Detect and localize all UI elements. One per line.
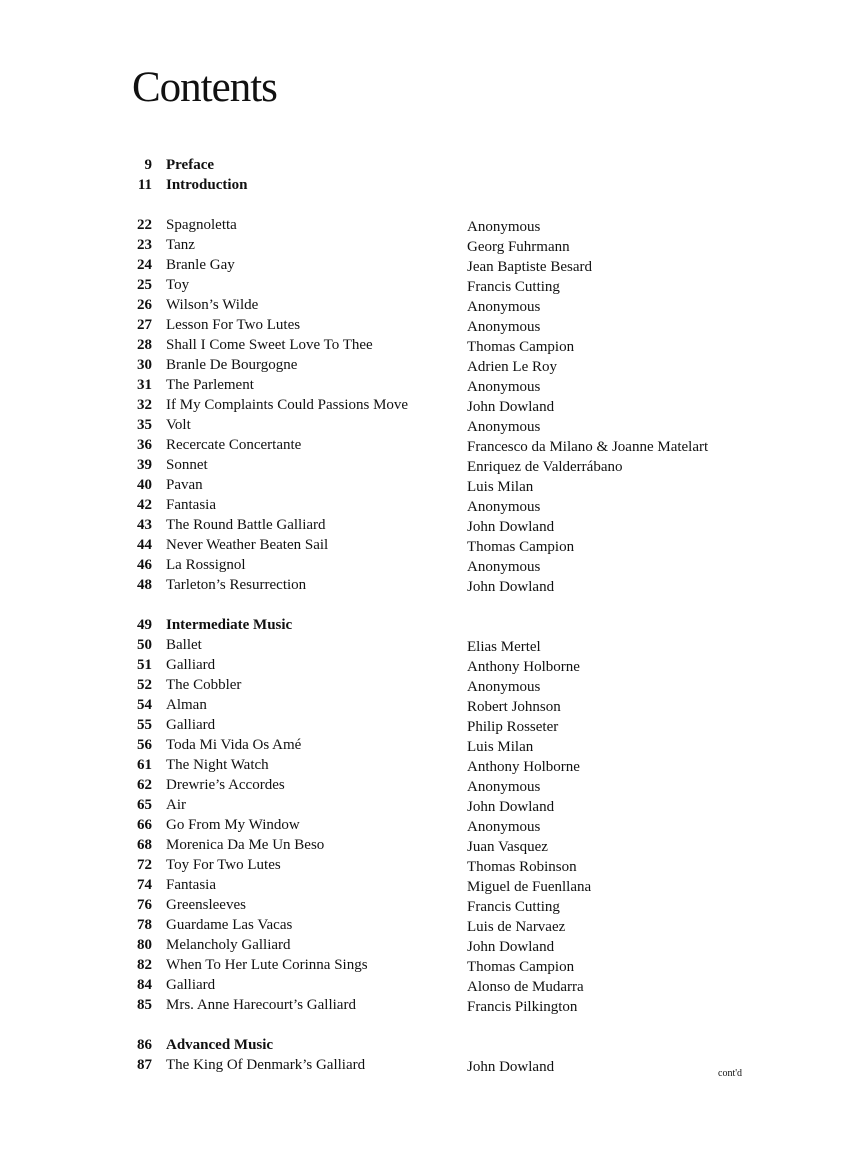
toc-entry (0, 355, 864, 375)
piece-title: The Round Battle Galliard (166, 517, 326, 533)
piece-title: Introduction (166, 177, 248, 193)
page-title: Contents (132, 64, 277, 111)
toc-entry (0, 975, 864, 995)
page-number: 66 (137, 817, 152, 833)
piece-title: Shall I Come Sweet Love To Thee (166, 337, 373, 353)
page-number: 42 (137, 497, 152, 513)
piece-title: Fantasia (166, 877, 216, 893)
toc-entry (0, 515, 864, 535)
composer-name: Anthony Holborne (467, 659, 580, 675)
composer-name: Anonymous (467, 379, 541, 395)
piece-title: Toda Mi Vida Os Amé (166, 737, 302, 753)
page-number: 48 (137, 577, 152, 593)
toc-entry (0, 875, 864, 895)
piece-title: Galliard (166, 977, 216, 993)
toc-entry (0, 775, 864, 795)
composer-name: John Dowland (467, 799, 555, 815)
piece-title: Branle De Bourgogne (166, 357, 298, 373)
composer-name: Anonymous (467, 679, 541, 695)
page-number: 84 (137, 977, 152, 993)
toc-entry (0, 995, 864, 1015)
page-number: 86 (137, 1037, 152, 1053)
piece-title: Intermediate Music (166, 617, 293, 633)
toc-entry (0, 835, 864, 855)
page-number: 85 (137, 997, 152, 1013)
toc-section (0, 215, 864, 595)
piece-title: The King Of Denmark’s Galliard (166, 1057, 366, 1073)
page-number: 31 (137, 377, 152, 393)
toc-entry (0, 795, 864, 815)
piece-title: Go From My Window (166, 817, 300, 833)
composer-name: John Dowland (467, 579, 555, 595)
toc-entry (0, 275, 864, 295)
composer-name: Miguel de Fuenllana (467, 879, 592, 895)
toc-entry (0, 935, 864, 955)
page-number: 87 (137, 1057, 152, 1073)
piece-title: Tanz (166, 237, 195, 253)
piece-title: Preface (166, 157, 215, 173)
page-number: 35 (137, 417, 152, 433)
composer-name: Anonymous (467, 819, 541, 835)
page-number: 54 (137, 697, 152, 713)
piece-title: Alman (166, 697, 207, 713)
piece-title: Drewrie’s Accordes (166, 777, 285, 793)
toc-entry (0, 635, 864, 655)
page-number: 82 (137, 957, 152, 973)
page-number: 39 (137, 457, 152, 473)
page-number: 76 (137, 897, 152, 913)
piece-title: Recercate Concertante (166, 437, 302, 453)
page-number: 51 (137, 657, 152, 673)
composer-name: John Dowland (467, 519, 555, 535)
toc-entry (0, 315, 864, 335)
piece-title: Pavan (166, 477, 203, 493)
piece-title: Lesson For Two Lutes (166, 317, 301, 333)
toc-entry (0, 255, 864, 275)
toc-entry (0, 735, 864, 755)
toc-entry (0, 215, 864, 235)
toc-entry (0, 335, 864, 355)
toc-entry (0, 855, 864, 875)
composer-name: Adrien Le Roy (467, 359, 557, 375)
toc-entry (0, 375, 864, 395)
piece-title: The Cobbler (166, 677, 242, 693)
toc-entry (0, 535, 864, 555)
piece-title: Volt (166, 417, 191, 433)
composer-name: Anonymous (467, 299, 541, 315)
page-number: 26 (137, 297, 152, 313)
piece-title: Toy For Two Lutes (166, 857, 281, 873)
page-number: 74 (137, 877, 152, 893)
page-number: 25 (137, 277, 152, 293)
piece-title: Sonnet (166, 457, 208, 473)
composer-name: Anonymous (467, 559, 541, 575)
page-number: 30 (137, 357, 152, 373)
piece-title: Morenica Da Me Un Beso (166, 837, 325, 853)
toc-entry (0, 755, 864, 775)
page-number: 65 (137, 797, 152, 813)
page-number: 72 (137, 857, 152, 873)
page-number: 27 (137, 317, 152, 333)
piece-title: Galliard (166, 717, 216, 733)
page-number: 55 (137, 717, 152, 733)
composer-name: Juan Vasquez (467, 839, 548, 855)
composer-name: Elias Mertel (467, 639, 541, 655)
composer-name: Francis Pilkington (467, 999, 578, 1015)
toc-entry (0, 295, 864, 315)
page-number: 23 (137, 237, 152, 253)
piece-title: Guardame Las Vacas (166, 917, 293, 933)
toc-entry (0, 715, 864, 735)
piece-title: Branle Gay (166, 257, 235, 273)
toc-section (0, 615, 864, 1015)
composer-name: Thomas Campion (467, 959, 575, 975)
piece-title: Advanced Music (166, 1037, 274, 1053)
piece-title: Toy (166, 277, 190, 293)
composer-name: Anonymous (467, 219, 541, 235)
toc-entry (0, 555, 864, 575)
piece-title: La Rossignol (166, 557, 246, 573)
composer-name: Enriquez de Valderrábano (467, 459, 623, 475)
section-gap (0, 595, 864, 615)
toc-entry (0, 575, 864, 595)
piece-title: Spagnoletta (166, 217, 237, 233)
piece-title: Air (166, 797, 186, 813)
toc-entry (0, 955, 864, 975)
page-number: 44 (137, 537, 152, 553)
composer-name: Anonymous (467, 319, 541, 335)
continued-note: cont'd (718, 1068, 743, 1079)
section-gap (0, 195, 864, 215)
table-of-contents (0, 155, 864, 1075)
piece-title: The Parlement (166, 377, 254, 393)
page-number: 61 (137, 757, 152, 773)
page-number: 28 (137, 337, 152, 353)
composer-name: Thomas Campion (467, 339, 575, 355)
composer-name: Luis de Narvaez (467, 919, 566, 935)
page-number: 40 (137, 477, 152, 493)
piece-title: Greensleeves (166, 897, 246, 913)
piece-title: Melancholy Galliard (166, 937, 291, 953)
composer-name: Luis Milan (467, 479, 534, 495)
piece-title: Never Weather Beaten Sail (166, 537, 329, 553)
composer-name: Jean Baptiste Besard (467, 259, 592, 275)
composer-name: Robert Johnson (467, 699, 561, 715)
toc-entry (0, 655, 864, 675)
composer-name: Anonymous (467, 779, 541, 795)
composer-name: Alonso de Mudarra (467, 979, 584, 995)
page-number: 50 (137, 637, 152, 653)
page-number: 80 (137, 937, 152, 953)
composer-name: John Dowland (467, 1059, 555, 1075)
toc-entry (0, 235, 864, 255)
toc-entry (0, 695, 864, 715)
piece-title: Galliard (166, 657, 216, 673)
page-number: 9 (144, 157, 152, 173)
composer-name: John Dowland (467, 939, 555, 955)
page-number: 32 (137, 397, 152, 413)
page-number: 49 (137, 617, 152, 633)
page-number: 46 (137, 557, 152, 573)
page-number: 78 (137, 917, 152, 933)
composer-name: Thomas Robinson (467, 859, 577, 875)
composer-name: Anonymous (467, 499, 541, 515)
composer-name: John Dowland (467, 399, 555, 415)
page-number: 68 (137, 837, 152, 853)
composer-name: Luis Milan (467, 739, 534, 755)
toc-section-heading (0, 175, 864, 195)
page-number: 43 (137, 517, 152, 533)
piece-title: Ballet (166, 637, 202, 653)
composer-name: Francis Cutting (467, 279, 560, 295)
page-number: 11 (137, 177, 152, 193)
toc-section (0, 155, 864, 195)
page-number: 62 (137, 777, 152, 793)
piece-title: Fantasia (166, 497, 216, 513)
toc-entry (0, 895, 864, 915)
toc-entry (0, 915, 864, 935)
toc-entry (0, 455, 864, 475)
piece-title: When To Her Lute Corinna Sings (166, 957, 368, 973)
toc-entry (0, 395, 864, 415)
composer-name: Francesco da Milano & Joanne Matelart (467, 439, 709, 455)
toc-entry (0, 675, 864, 695)
toc-section-heading (0, 1035, 864, 1055)
page-number: 24 (137, 257, 152, 273)
page-number: 56 (137, 737, 152, 753)
page-number: 52 (137, 677, 152, 693)
piece-title: Tarleton’s Resurrection (166, 577, 307, 593)
composer-name: Francis Cutting (467, 899, 560, 915)
piece-title: The Night Watch (166, 757, 269, 773)
piece-title: Wilson’s Wilde (166, 297, 259, 313)
piece-title: Mrs. Anne Harecourt’s Galliard (166, 997, 356, 1013)
toc-entry (0, 415, 864, 435)
piece-title: If My Complaints Could Passions Move (166, 397, 409, 413)
toc-entry (0, 435, 864, 455)
page-number: 36 (137, 437, 152, 453)
toc-entry (0, 495, 864, 515)
section-gap (0, 1015, 864, 1035)
toc-section-heading (0, 155, 864, 175)
composer-name: Philip Rosseter (467, 719, 559, 735)
composer-name: Anonymous (467, 419, 541, 435)
toc-section-heading (0, 615, 864, 635)
composer-name: Thomas Campion (467, 539, 575, 555)
composer-name: Anthony Holborne (467, 759, 580, 775)
page-number: 22 (137, 217, 152, 233)
toc-entry (0, 475, 864, 495)
composer-name: Georg Fuhrmann (467, 239, 570, 255)
toc-entry (0, 815, 864, 835)
